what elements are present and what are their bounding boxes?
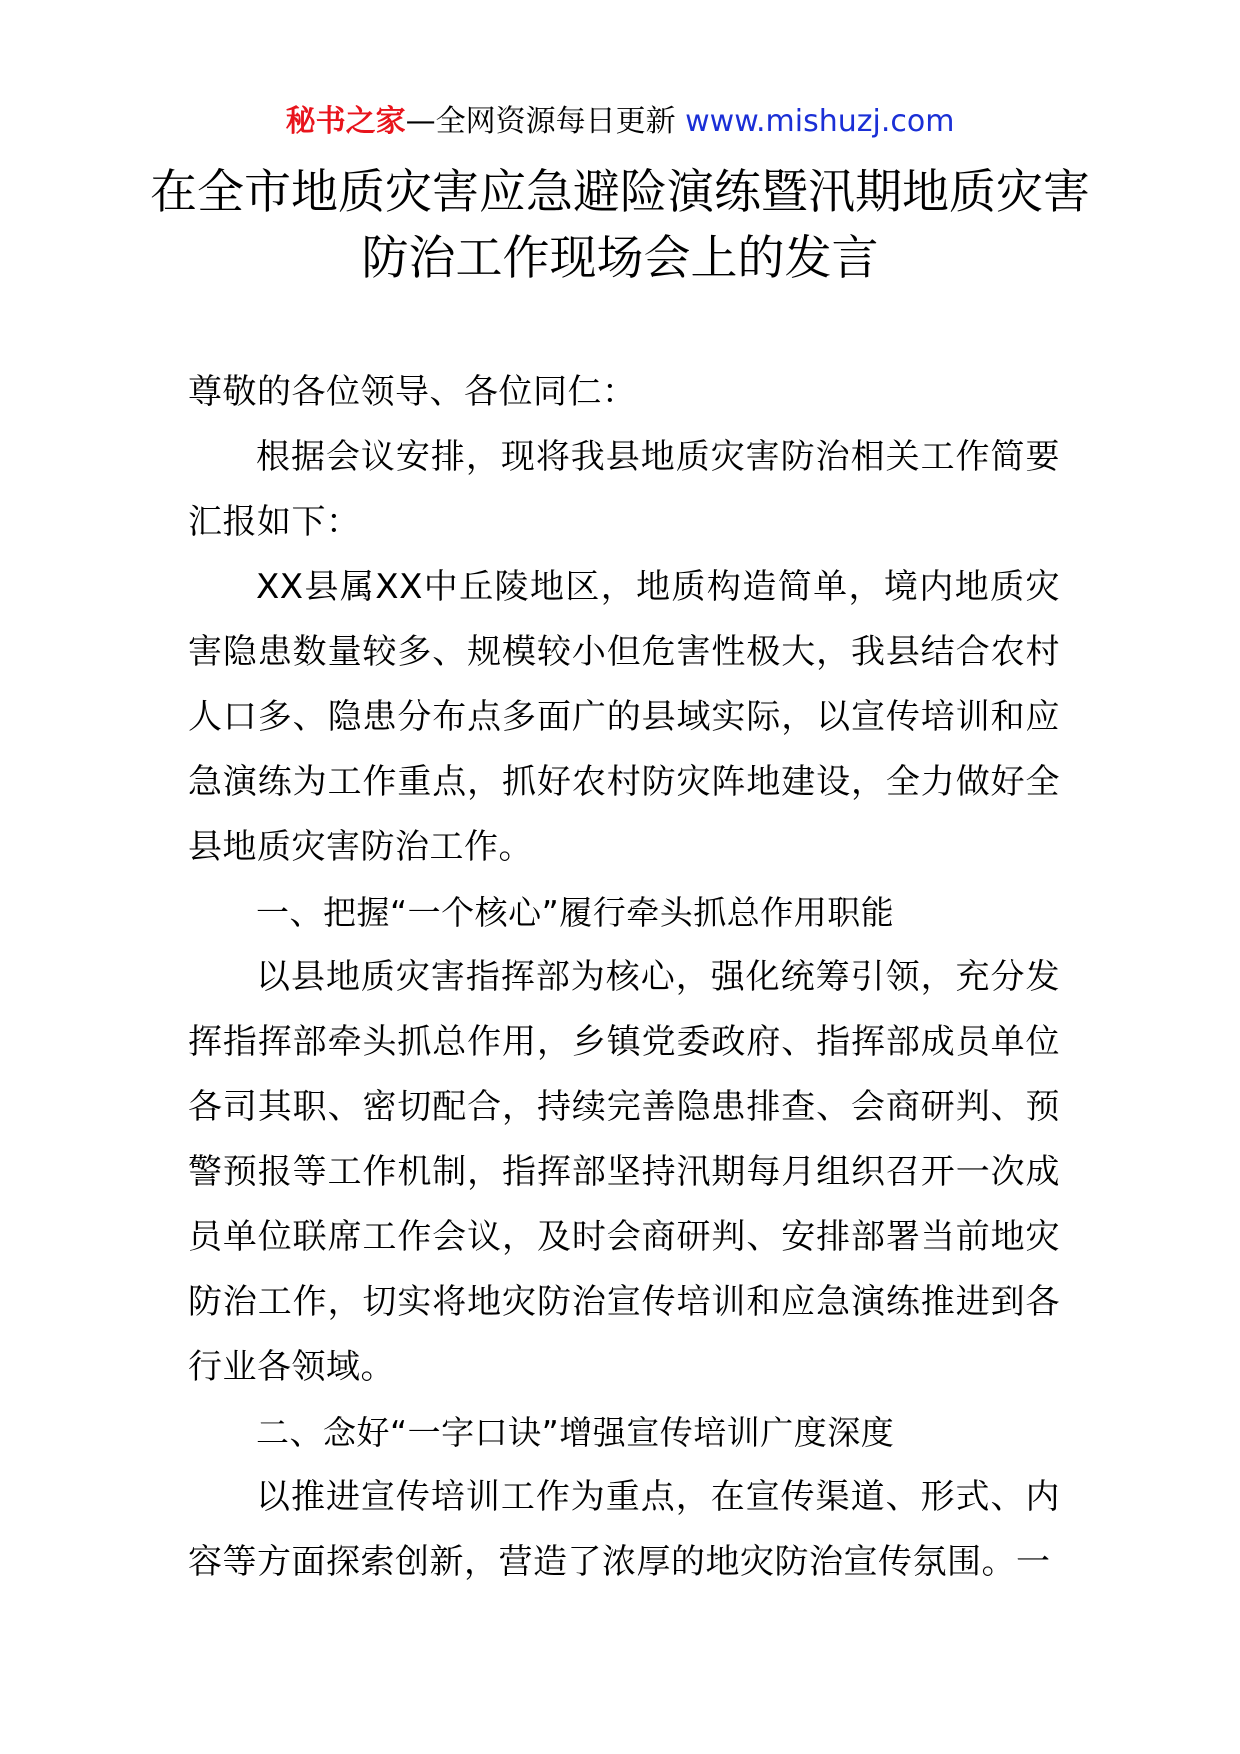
- section-heading-1: 一、把握“一个核心”履行牵头抓总作用职能: [256, 893, 895, 932]
- salutation: 尊敬的各位领导、各位同仁：: [188, 372, 637, 412]
- document-body: [188, 360, 1060, 1595]
- section-1-paragraph: 以县地质灾害指挥部为核心，强化统筹引领，充分发挥指挥部牵头抓总作用，乡镇党委政府、指挥部成员单位各司其职、密切配合，持续完善隐患排查、会商研判、预警预报等工作机制，指挥部坚持汛期每月组织召开一次成员单位联席工作会议，及时会商研判、安排部署当前地灾防治工作，切实将地灾防治宣传培训和应急演练推进到各行业各领域。: [188, 957, 1060, 1387]
- header-tagline: —全网资源每日更新: [405, 104, 686, 139]
- section-heading-2: 二、念好“一字口诀”增强宣传培训广度深度: [256, 1413, 895, 1452]
- intro-paragraph: 根据会议安排，现将我县地质灾害防治相关工作简要汇报如下：: [188, 437, 1060, 542]
- section-2-paragraph: 以推进宣传培训工作为重点，在宣传渠道、形式、内容等方面探索创新，营造了浓厚的地灾防治宣传氛围。一: [188, 1477, 1060, 1582]
- site-header: [0, 100, 1240, 144]
- brand-name: 秘书之家: [285, 104, 406, 139]
- overview-paragraph: XX县属XX中丘陵地区，地质构造简单，境内地质灾害隐患数量较多、规模较小但危害性极大，我县结合农村人口多、隐患分布点多面广的县域实际，以宣传培训和应急演练为工作重点，抓好农村防灾阵地建设，全力做好全县地质灾害防治工作。: [188, 567, 1060, 867]
- site-url[interactable]: www.mishuzj.com: [685, 104, 955, 139]
- document-title: 在全市地质灾害应急避险演练暨汛期地质灾害防治工作现场会上的发言: [150, 165, 1090, 286]
